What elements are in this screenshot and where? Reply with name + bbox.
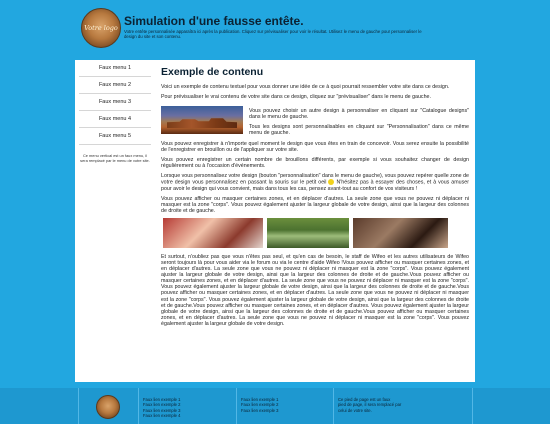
intro-paragraph: Voici un exemple de contenu textuel pour vous donner une idée de ce à quoi pourrait ressembler votre site dans ce design. bbox=[161, 84, 450, 90]
catalogue-paragraph: Vous pouvez choisir un autre design à personnaliser en cliquant sur "Catalogue designs" dans le menu de gauche. bbox=[249, 108, 469, 121]
footer-link[interactable]: Faux lien exemple 4 bbox=[143, 413, 181, 419]
footer-links-1 bbox=[143, 397, 180, 419]
footer-divider-5 bbox=[472, 388, 473, 424]
desert-section bbox=[161, 104, 469, 136]
logo-text: Votre logo bbox=[84, 24, 118, 32]
eye-icon bbox=[328, 179, 334, 185]
footer-note-line: pied de page, il sera remplacé par bbox=[338, 402, 402, 408]
footer-link[interactable]: Faux lien exemple 3 bbox=[241, 407, 279, 413]
support-paragraph: Et surtout, n'oubliez pas que vous n'êtes pas seul, et qu'en cas de besoin, le staff de Wifeo et les autres utilisateurs de Wifeo seront toujours là pour vous aider via le forum ou via le centre d'aide Wifeo !Vous pouvez afficher ou masquer certaines zones, et en déplacer d'autres. La seule zone que vous ne pouvez ni déplacer ni masquer est la zone "corps". Vous pouvez également ajuster la largeur globale de votre design, ainsi que la largeur des colonnes de droite et de gauche.Vous pouvez afficher ou masquer certaines zones, et en déplacer d'autres. La seule zone que vous ne pouvez ni déplacer ni masquer est la zone "corps". Vous pouvez également ajuster la largeur globale de votre design, ainsi que la largeur des colonnes de droite et de gauche.Vous pouvez afficher ou masquer certaines zones, et en déplacer d'autres. La seule zone que vous ne pouvez ni déplacer ni masquer est la zone "corps". Vous pouvez également ajuster la largeur globale de votre design, ainsi que la largeur des colonnes de droite et de gauche.Vous pouvez afficher ou masquer certaines zones, et en déplacer d'autres. Vous pouvez également ajuster la largeur globale de votre design, ainsi que la largeur des colonnes de droite et de gauche.Vous pouvez afficher ou masquer certaines zones, et en déplacer d'autres. La seule zone que vous ne pouvez ni déplacer ni masquer est la zone "corps". Vous pouvez également ajuster la largeur globale de votre design. bbox=[161, 253, 469, 327]
customize-text-a: Lorsque vous personnalisez votre design (bouton "personnalisation" dans le menu de gauche), vous pouvez repérer quelle zone de votre design vous personnalisez en passant la souris sur le petit oeil bbox=[161, 172, 469, 186]
footer-note-line: Ce pied de page est un faux bbox=[338, 397, 391, 402]
save-paragraph: Vous pouvez enregistrer à n'importe quel moment le design que vous êtes en train de concevoir. Vous serez ensuite la possibilité de l'enregistrer en brouillon ou de l'appliquer sur votre site. bbox=[161, 140, 469, 153]
image-gallery bbox=[163, 218, 469, 248]
sidebar-menu bbox=[75, 60, 155, 382]
footer-link[interactable]: Faux lien exemple 1 bbox=[143, 397, 181, 402]
preview-paragraph: Pour prévisualiser le vrai contenu de votre site dans ce design, cliquez sur "prévisualiser" dans le menu de gauche. bbox=[161, 94, 431, 101]
zones-paragraph: Vous pouvez afficher ou masquer certaines zones, et en déplacer d'autres. La seule zone que vous ne pouvez ni déplacer ni masquer est la zone "corps". Vous pouvez également ajuster la largeur globale de votre design, ainsi que la largeur des colonnes de droite et de gauche. bbox=[161, 195, 469, 214]
site-header bbox=[0, 0, 550, 60]
content-area bbox=[75, 60, 475, 382]
sidebar-item-2[interactable]: Faux menu 2 bbox=[79, 77, 151, 94]
footer-divider-2 bbox=[138, 388, 139, 424]
footer-link[interactable]: Faux lien exemple 3 bbox=[143, 407, 181, 413]
footer-divider-3 bbox=[236, 388, 237, 424]
footer-link[interactable]: Faux lien exemple 2 bbox=[143, 402, 181, 408]
sidebar-item-4[interactable]: Faux menu 4 bbox=[79, 111, 151, 128]
gallery-image-3 bbox=[353, 218, 448, 248]
personnalisation-paragraph: Tous les designs sont personnalisables en cliquant sur "Personnalisation" dans ce même menu de gauche. bbox=[249, 124, 469, 137]
main-content bbox=[161, 66, 469, 382]
footer-note-line: celui de votre site. bbox=[338, 407, 372, 413]
desert-image bbox=[161, 106, 243, 134]
footer-link[interactable]: Faux lien exemple 1 bbox=[241, 397, 279, 402]
customize-paragraph bbox=[161, 173, 469, 192]
sidebar-note: Ce menu vertical est un faux menu, il sera remplacé par le menu de votre site. bbox=[80, 153, 150, 163]
footer-link[interactable]: Faux lien exemple 2 bbox=[241, 402, 279, 408]
sidebar-item-3[interactable]: Faux menu 3 bbox=[79, 94, 151, 111]
gallery-image-2 bbox=[267, 218, 349, 248]
footer-logo bbox=[96, 395, 120, 419]
sidebar-item-5[interactable]: Faux menu 5 bbox=[79, 128, 151, 145]
page-title: Exemple de contenu bbox=[161, 66, 264, 78]
site-title: Simulation d'une fausse entête. bbox=[124, 14, 304, 28]
drafts-paragraph: Vous pouvez enregistrer un certain nombre de brouillons différents, par exemple si vous souhaitez changer de design régulièrement ou à l'occasion d'événements. bbox=[161, 156, 469, 169]
footer-note bbox=[338, 397, 401, 413]
footer-divider-1 bbox=[78, 388, 79, 424]
gallery-image-1 bbox=[163, 218, 263, 248]
site-subtitle: Votre entête personnalisée apparaîtra ici après la publication. Cliquez sur prévisualiser pour voir le résultat. Utilisez le menu de gauche pour personnaliser le design du site et son contenu. bbox=[124, 29, 422, 40]
site-footer bbox=[0, 388, 550, 424]
sidebar-item-1[interactable]: Faux menu 1 bbox=[79, 60, 151, 77]
site-logo[interactable] bbox=[81, 8, 121, 48]
footer-links-2 bbox=[241, 397, 278, 413]
customize-text-b: N'hésitez pas à essayer des choses, et à vous amuser pour avoir le design qui vous convient, mais dans tous les cas, pensez avant-tout au confort de vos visiteurs ! bbox=[161, 179, 469, 192]
footer-divider-4 bbox=[333, 388, 334, 424]
